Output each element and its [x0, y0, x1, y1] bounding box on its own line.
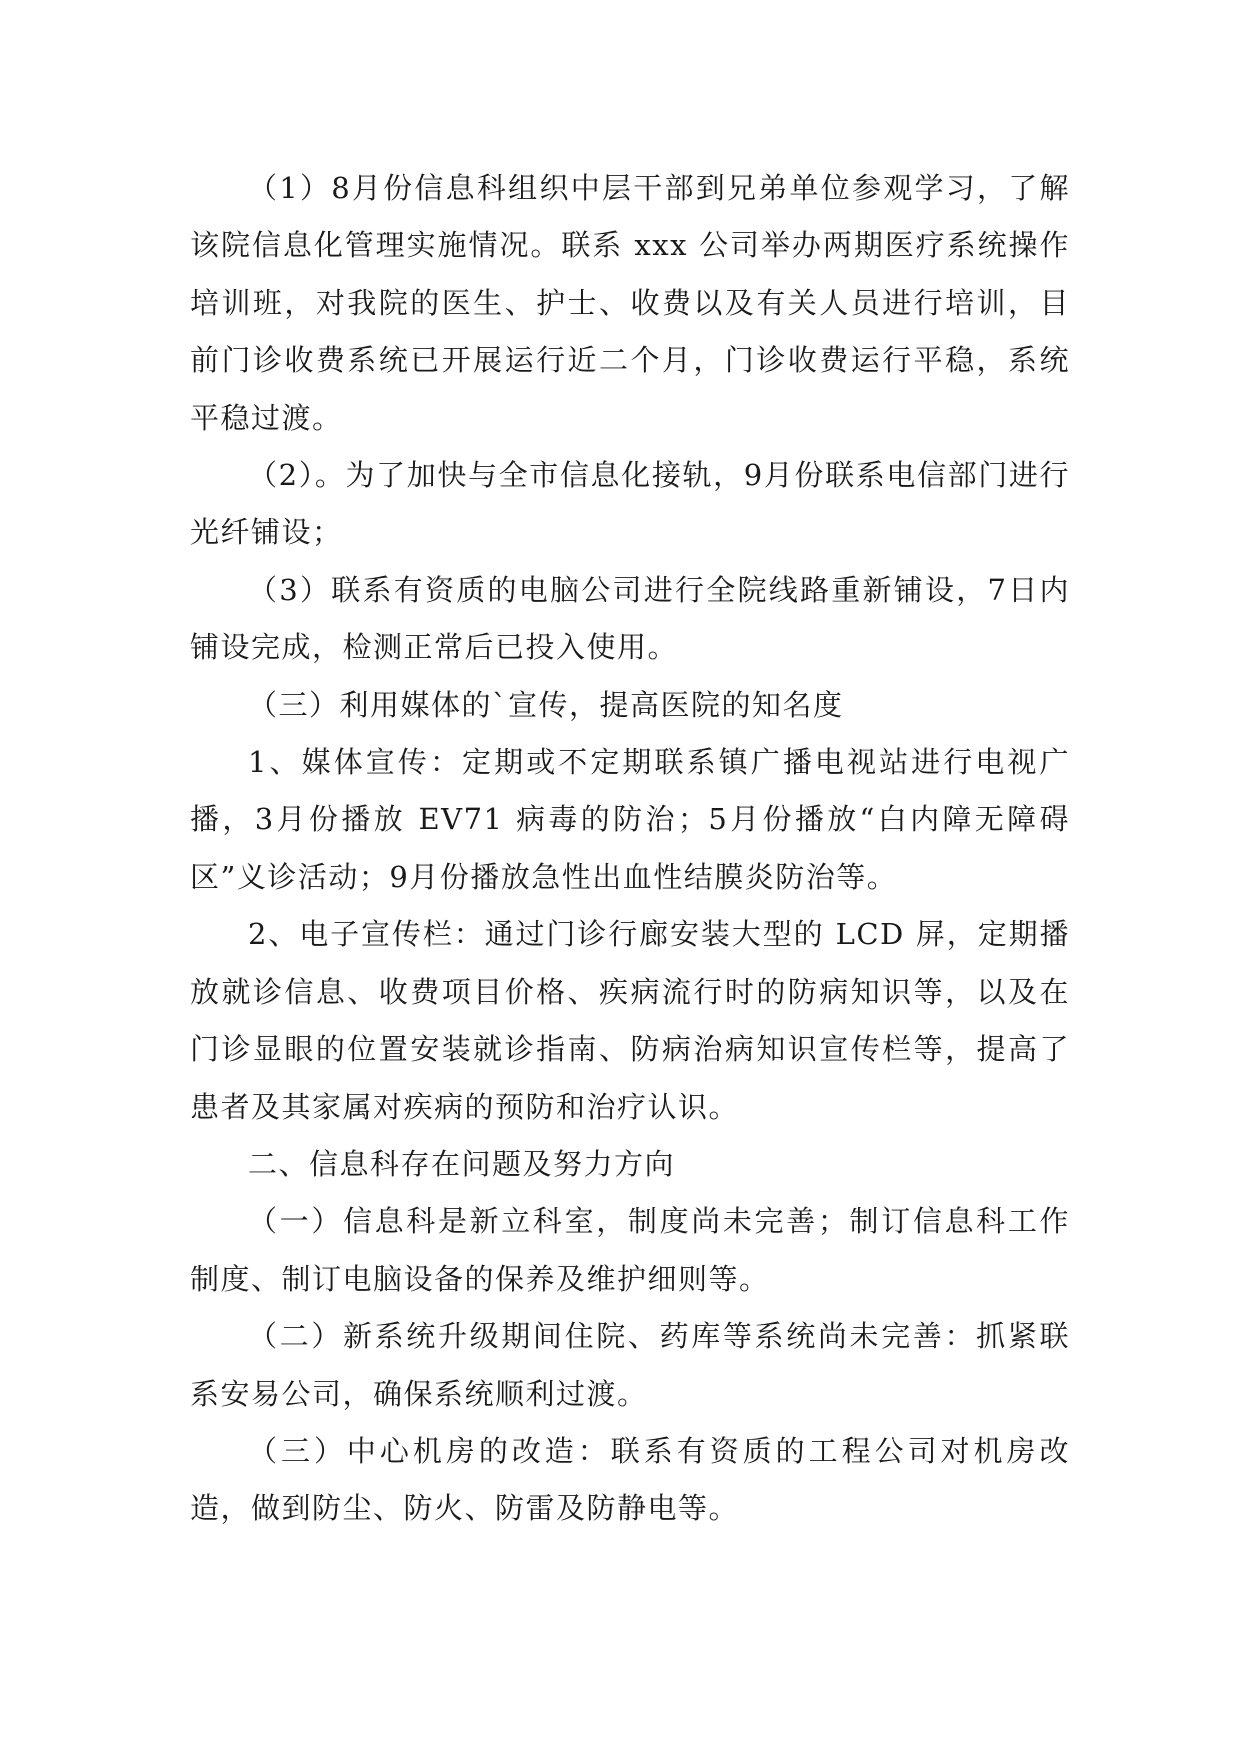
paragraph-2: （2）。为了加快与全市信息化接轨，9月份联系电信部门进行光纤铺设；: [190, 458, 1070, 550]
paragraph-problem-2: （二）新系统升级期间住院、药库等系统尚未完善：抓紧联系安易公司，确保系统顺利过渡。: [190, 1319, 1070, 1411]
paragraph-1: （1）8月份信息科组织中层干部到兄弟单位参观学习，了解该院信息化管理实施情况。联系 xxx 公司举办两期医疗系统操作培训班，对我院的医生、护士、收费以及有关人员进行培训，目前门诊收费系统已开展运行近二个月，门诊收费运行平稳，系统平稳过渡。: [190, 171, 1070, 435]
paragraph-3: （3）联系有资质的电脑公司进行全院线路重新铺设，7日内铺设完成，检测正常后已投入使用。: [190, 572, 1070, 665]
paragraph-media-promotion: 1、媒体宣传：定期或不定期联系镇广播电视站进行电视广播，3月份播放 EV71 病毒的防治；5月份播放“白内障无障碍区”义诊活动；9月份播放急性出血性结膜炎防治等。: [190, 745, 1070, 894]
section-heading-problems: 二、信息科存在问题及努力方向: [248, 1146, 676, 1181]
paragraph-electronic-board: 2、电子宣传栏：通过门诊行廊安装大型的 LCD 屏，定期播放就诊信息、收费项目价格、疾病流行时的防病知识等，以及在门诊显眼的位置安装就诊指南、防病治病知识宣传栏等，提高了患者及其家属对疾病的预防和治疗认识。: [190, 917, 1070, 1124]
document-body: [190, 160, 1070, 1538]
paragraph-problem-3: （三）中心机房的改造：联系有资质的工程公司对机房改造，做到防尘、防火、防雷及防静电等。: [190, 1433, 1070, 1526]
paragraph-problem-1: （一）信息科是新立科室，制度尚未完善；制订信息科工作制度、制订电脑设备的保养及维护细则等。: [190, 1204, 1070, 1296]
section-heading-media: （三）利用媒体的`宣传，提高医院的知名度: [248, 687, 844, 722]
